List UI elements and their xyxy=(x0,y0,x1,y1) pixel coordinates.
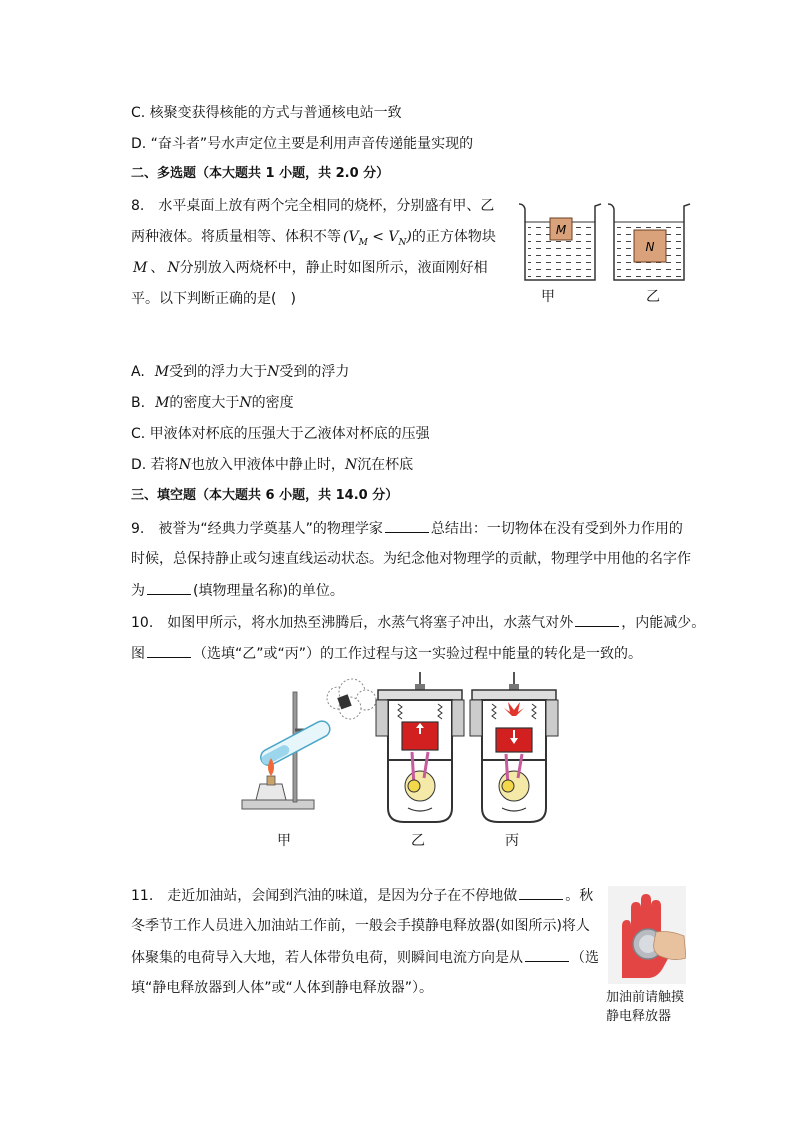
steam-cloud xyxy=(327,679,376,719)
q8-line-1: 8. 水平桌面上放有两个完全相同的烧杯，分别盛有甲、乙 xyxy=(131,198,495,214)
q9-line-2: 时候，总保持静止或匀速直线运动状态。为纪念他对物理学的贡献，物理学中用他的名字作 xyxy=(131,551,691,567)
q7-option-d: D. “奋斗者”号水声定位主要是利用声音传递能量实现的 xyxy=(131,136,474,152)
q7-option-c: C. 核聚变获得核能的方式与普通核电站一致 xyxy=(131,105,402,121)
svg-text:N: N xyxy=(645,240,655,254)
q9-line-3: 为 (填物理量名称)的单位。 xyxy=(131,580,344,601)
figure-caption-jia: 甲 xyxy=(277,833,291,849)
q9-blank-2 xyxy=(147,580,191,595)
q8-line-3: M 、 N分别放入两烧杯中，静止时如图所示，液面刚好相 xyxy=(133,260,488,276)
beaker-yi xyxy=(608,204,690,280)
q11-blank-2 xyxy=(525,947,569,962)
q8-option-d: D. 若将N也放入甲液体中静止时，N沉在杯底 xyxy=(131,457,414,473)
engine-yi-figure xyxy=(374,668,466,826)
q11-line-2: 冬季节工作人员进入加油站工作前，一般会手摸静电释放器(如图所示)将人 xyxy=(131,918,590,934)
beaker-label-jia: 甲 xyxy=(541,289,555,305)
figure-caption-bing: 丙 xyxy=(505,833,519,849)
q10-line-2: 图 （选填“乙”或“丙”）的工作过程与这一实验过程中能量的转化是一致的。 xyxy=(131,643,642,664)
q8-option-c: C. 甲液体对杯底的压强大于乙液体对杯底的压强 xyxy=(131,426,430,442)
q8-line-4: 平。以下判断正确的是( ) xyxy=(131,291,296,307)
photo-caption-line-2: 静电释放器 xyxy=(606,1009,672,1024)
q9-blank-1 xyxy=(385,518,429,533)
q11-line-1: 11. 走近加油站，会闻到汽油的味道，是因为分子在不停地做 。秋 xyxy=(131,885,593,906)
q10-blank-2 xyxy=(147,643,191,658)
beaker-jia xyxy=(519,204,601,280)
q8-option-a: A. M受到的浮力大于N受到的浮力 xyxy=(131,364,350,380)
q11-line-3: 体聚集的电荷导入大地，若人体带负电荷，则瞬间电流方向是从 （选 xyxy=(131,947,599,968)
q11-blank-1 xyxy=(519,885,563,900)
q11-line-4: 填“静电释放器到人体”或“人体到静电释放器”）。 xyxy=(131,980,434,996)
section-multi-choice-title: 二、多选题（本大题共 1 小题，共 2.0 分） xyxy=(131,166,390,181)
engine-bing-figure xyxy=(468,668,560,826)
q10-line-1: 10. 如图甲所示，将水加热至沸腾后，水蒸气将塞子冲出，水蒸气对外 ，内能减少。 xyxy=(131,612,705,633)
q8-line-2: 两种液体。将质量相等、体积不等 $(V_M < V_N)$的正方体物块 xyxy=(131,229,496,248)
q8-option-b: B. M的密度大于N的密度 xyxy=(131,395,294,411)
beaker-label-yi: 乙 xyxy=(646,289,660,305)
q9-line-1: 9. 被誉为“经典力学奠基人”的物理学家 总结出：一切物体在没有受到外力作用的 xyxy=(131,518,683,539)
photo-caption-line-1: 加油前请触摸 xyxy=(606,990,685,1005)
test-tube-apparatus-figure xyxy=(238,672,378,822)
section-fill-blank-title: 三、填空题（本大题共 6 小题，共 14.0 分） xyxy=(131,488,399,503)
static-discharger-photo xyxy=(608,886,686,984)
q10-blank-1 xyxy=(575,612,619,627)
svg-text:M: M xyxy=(555,223,567,237)
figure-caption-yi: 乙 xyxy=(411,833,425,849)
